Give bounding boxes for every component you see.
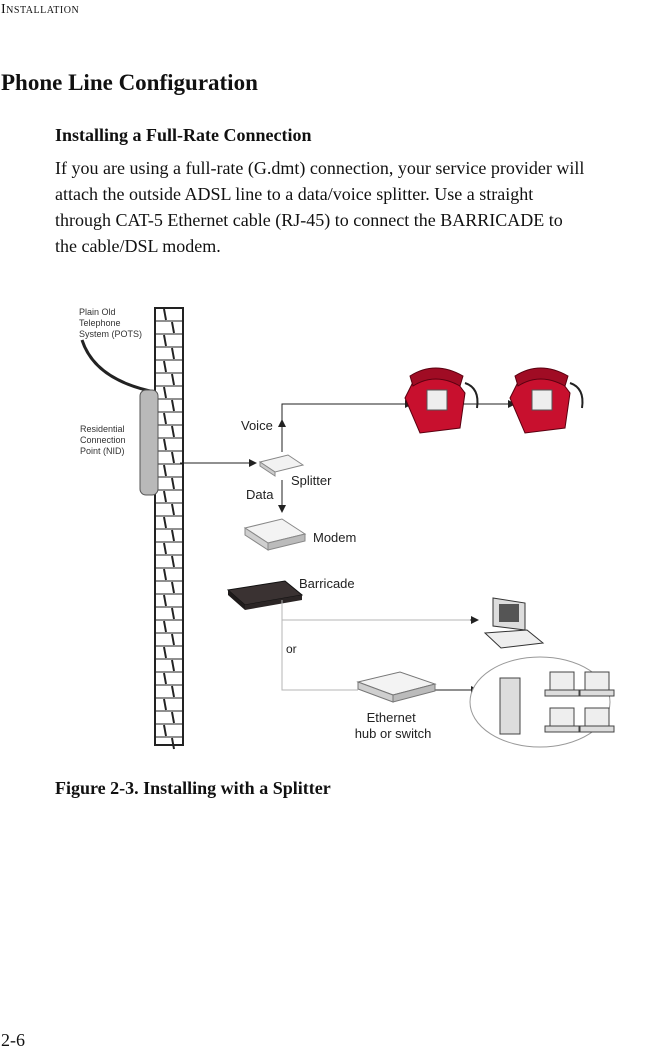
computer-icon	[580, 672, 614, 696]
section-title: Phone Line Configuration	[1, 70, 258, 95]
telephone-icon	[510, 368, 583, 433]
computer-icon	[580, 708, 614, 732]
paragraph-line: the cable/DSL modem.	[55, 236, 221, 256]
ethernet-label	[355, 710, 432, 741]
ethernet-hub	[358, 672, 435, 702]
body-paragraph	[55, 155, 650, 259]
paragraph-line: through CAT-5 Ethernet cable (RJ-45) to connect the BARRICADE to	[55, 210, 563, 230]
lan-group	[470, 657, 614, 747]
barricade-to-pc-line	[282, 600, 478, 620]
telephone-icon	[405, 368, 478, 433]
or-label: or	[286, 642, 297, 656]
computer-icon	[545, 672, 579, 696]
computer-icon	[545, 708, 579, 732]
voice-line	[282, 404, 412, 428]
voice-label: Voice	[241, 418, 273, 433]
pots-label-line: System (POTS)	[79, 329, 143, 339]
nid-box	[140, 390, 158, 495]
pots-cable	[82, 340, 155, 392]
nid-label-line: Connection	[80, 435, 126, 445]
page-number: 2-6	[1, 1030, 25, 1050]
computer-icon	[485, 598, 543, 648]
nid-label-line: Residential	[80, 424, 125, 434]
modem-label: Modem	[313, 530, 357, 545]
pots-label-line: Telephone	[79, 318, 121, 328]
splitter-installation-diagram	[60, 300, 650, 760]
data-label: Data	[246, 487, 274, 502]
barricade-router	[228, 581, 302, 610]
subsection-title: Installing a Full-Rate Connection	[55, 125, 312, 145]
brick-wall	[155, 308, 183, 749]
paragraph-line: attach the outside ADSL line to a data/voice splitter. Use a straight	[55, 184, 534, 204]
figure-caption: Figure 2-3. Installing with a Splitter	[55, 778, 331, 798]
nid-label	[80, 424, 128, 456]
barricade-label: Barricade	[299, 576, 355, 591]
nid-label-line: Point (NID)	[80, 446, 125, 456]
pots-label-line: Plain Old	[79, 307, 116, 317]
splitter-label: Splitter	[291, 473, 332, 488]
ethernet-label-line: Ethernet	[366, 710, 416, 725]
running-head: Installation	[1, 2, 80, 17]
ethernet-label-line: hub or switch	[354, 726, 432, 741]
pots-label	[79, 307, 142, 339]
modem-device	[245, 519, 305, 550]
diagram-svg	[60, 300, 650, 760]
paragraph-line: If you are using a full-rate (G.dmt) connection, your service provider will	[55, 158, 585, 178]
